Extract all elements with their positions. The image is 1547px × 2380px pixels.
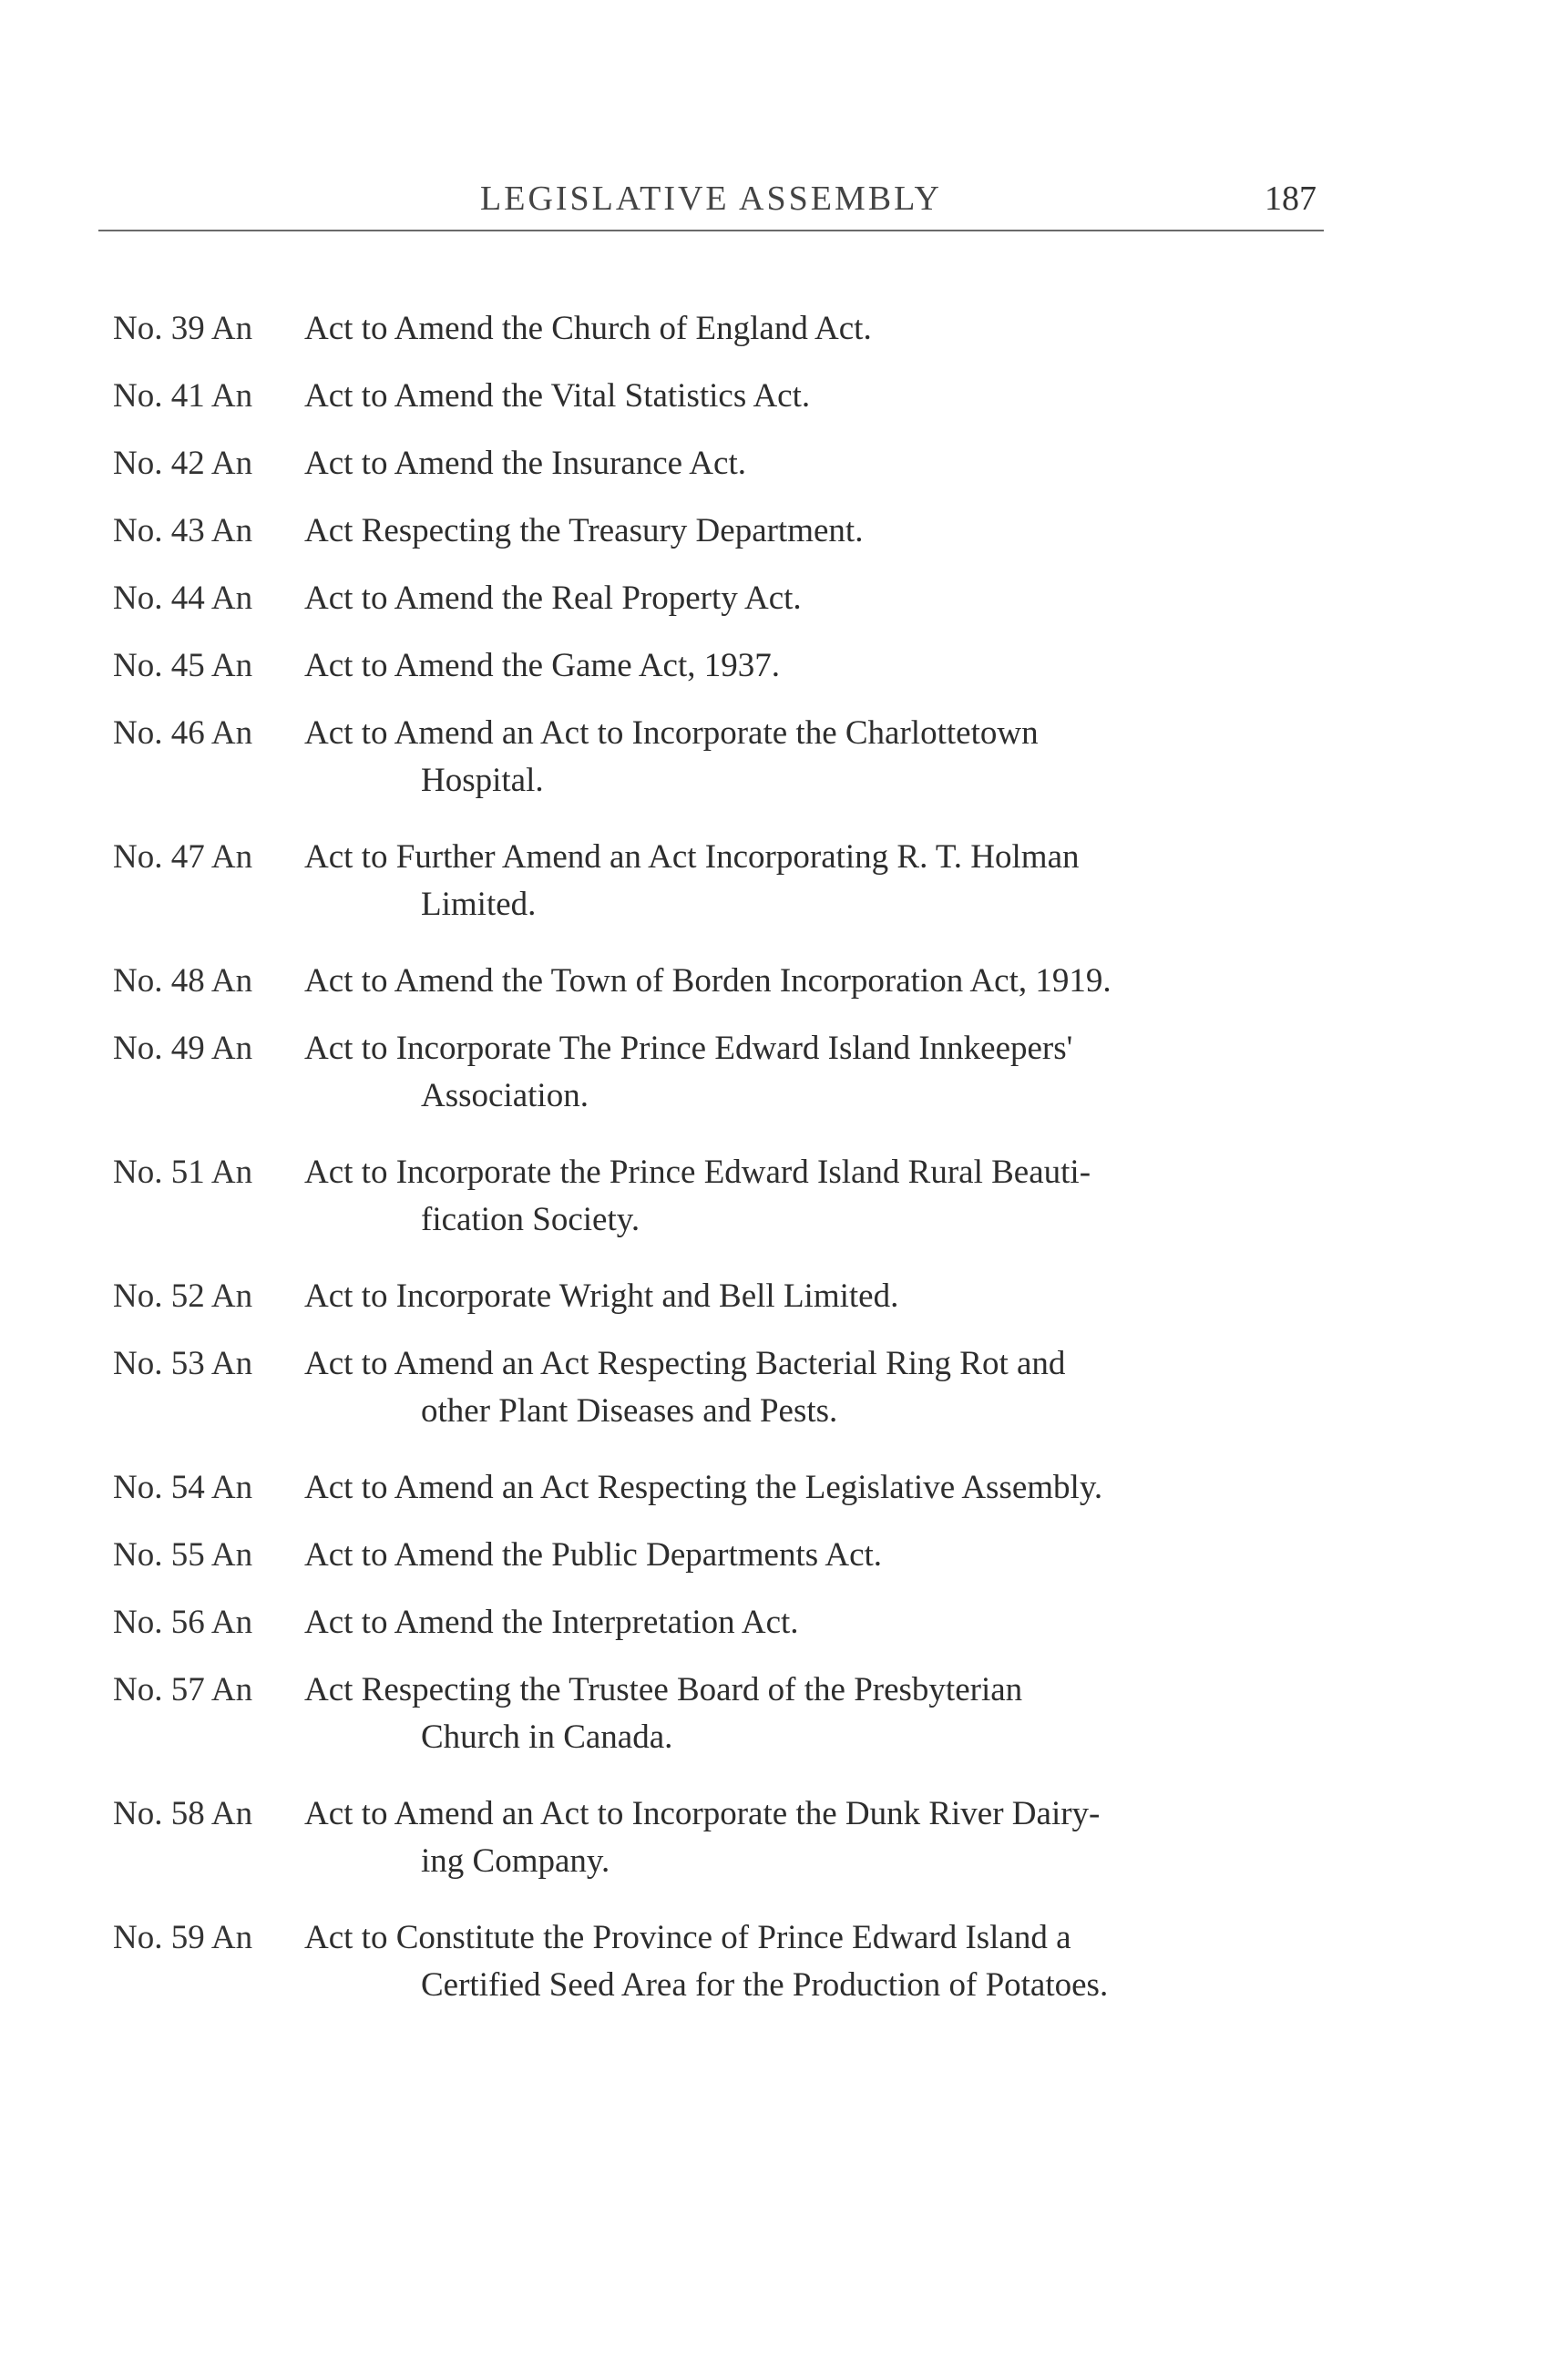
act-title	[304, 1025, 1334, 1120]
act-number: No. 52 An	[113, 1277, 253, 1315]
act-number: No. 44 An	[113, 580, 253, 617]
act-title-line: Act Respecting the Treasury Department.	[304, 512, 864, 549]
act-number: No. 51 An	[113, 1154, 253, 1191]
act-entry	[113, 1273, 1334, 1340]
act-title-line: Act to Amend an Act to Incorporate the Dunk River Dairy-	[304, 1795, 1101, 1832]
act-title	[304, 1599, 1334, 1647]
act-title	[304, 1464, 1334, 1512]
act-number: No. 48 An	[113, 962, 253, 1000]
act-title	[304, 958, 1334, 1005]
act-entry	[113, 958, 1334, 1025]
act-entry	[113, 305, 1334, 373]
act-title-line: Act to Incorporate the Prince Edward Island Rural Beauti-	[304, 1154, 1091, 1191]
act-title	[304, 1532, 1334, 1579]
act-entry	[113, 1667, 1334, 1790]
act-title-line: Act to Incorporate The Prince Edward Island Innkeepers'	[304, 1030, 1073, 1067]
act-title-continuation: ing Company.	[421, 1842, 610, 1880]
act-title	[304, 642, 1334, 690]
act-number: No. 54 An	[113, 1469, 253, 1506]
acts-list	[113, 305, 1334, 2038]
act-title	[304, 305, 1334, 353]
act-title-line: Act to Further Amend an Act Incorporating R. T. Holman	[304, 838, 1080, 876]
act-title-continuation: Association.	[421, 1077, 589, 1114]
act-title-continuation: fication Society.	[421, 1201, 640, 1238]
act-entry	[113, 642, 1334, 710]
act-number: No. 57 An	[113, 1671, 253, 1708]
act-title-line: Act to Amend the Insurance Act.	[304, 445, 746, 482]
act-title-line: Act to Amend the Interpretation Act.	[304, 1604, 799, 1641]
act-title-line: Act to Amend an Act to Incorporate the Charlottetown	[304, 714, 1039, 752]
page-number: 187	[1265, 180, 1316, 218]
act-title	[304, 575, 1334, 622]
act-number: No. 41 An	[113, 377, 253, 415]
act-entry	[113, 440, 1334, 508]
act-title	[304, 1790, 1334, 1885]
act-entry	[113, 373, 1334, 440]
act-number: No. 46 An	[113, 714, 253, 752]
act-title-continuation: Hospital.	[421, 762, 544, 799]
act-number: No. 39 An	[113, 310, 253, 347]
act-title-line: Act to Amend the Public Departments Act.	[304, 1536, 883, 1574]
act-title-line: Act to Constitute the Province of Prince Edward Island a	[304, 1919, 1071, 1956]
act-number: No. 53 An	[113, 1345, 253, 1382]
act-title	[304, 1340, 1334, 1435]
running-title: LEGISLATIVE ASSEMBLY	[480, 180, 942, 218]
act-number: No. 42 An	[113, 445, 253, 482]
act-title	[304, 373, 1334, 420]
act-title-line: Act to Amend the Vital Statistics Act.	[304, 377, 811, 415]
act-number: No. 47 An	[113, 838, 253, 876]
act-entry	[113, 508, 1334, 575]
act-entry	[113, 1149, 1334, 1273]
act-entry	[113, 1914, 1334, 2038]
act-entry	[113, 1025, 1334, 1149]
act-title-line: Act to Amend an Act Respecting the Legislative Assembly.	[304, 1469, 1103, 1506]
act-number: No. 56 An	[113, 1604, 253, 1641]
act-title-line: Act to Amend the Town of Borden Incorporation Act, 1919.	[304, 962, 1112, 1000]
act-title-continuation: Church in Canada.	[421, 1718, 673, 1756]
act-number: No. 58 An	[113, 1795, 253, 1832]
act-title-line: Act to Amend the Game Act, 1937.	[304, 647, 781, 684]
act-number: No. 45 An	[113, 647, 253, 684]
act-title-continuation: other Plant Diseases and Pests.	[421, 1392, 838, 1430]
act-entry	[113, 1790, 1334, 1914]
act-entry	[113, 1464, 1334, 1532]
act-title-line: Act to Incorporate Wright and Bell Limited.	[304, 1277, 899, 1315]
act-entry	[113, 1599, 1334, 1667]
act-title	[304, 1914, 1334, 2009]
act-title	[304, 834, 1334, 928]
running-header	[98, 175, 1324, 231]
act-entry	[113, 1532, 1334, 1599]
act-entry	[113, 710, 1334, 834]
act-number: No. 49 An	[113, 1030, 253, 1067]
act-title-continuation: Certified Seed Area for the Production of Potatoes.	[421, 1966, 1109, 2004]
act-title	[304, 1667, 1334, 1761]
act-entry	[113, 1340, 1334, 1464]
act-title	[304, 440, 1334, 487]
act-number: No. 55 An	[113, 1536, 253, 1574]
act-number: No. 43 An	[113, 512, 253, 549]
act-entry	[113, 834, 1334, 958]
act-title	[304, 1273, 1334, 1320]
act-title	[304, 1149, 1334, 1244]
act-title-line: Act to Amend the Real Property Act.	[304, 580, 802, 617]
act-number: No. 59 An	[113, 1919, 253, 1956]
act-title	[304, 710, 1334, 805]
act-title-line: Act to Amend the Church of England Act.	[304, 310, 872, 347]
act-title-line: Act to Amend an Act Respecting Bacterial Ring Rot and	[304, 1345, 1066, 1382]
act-title-continuation: Limited.	[421, 886, 537, 923]
act-entry	[113, 575, 1334, 642]
act-title-line: Act Respecting the Trustee Board of the Presbyterian	[304, 1671, 1023, 1708]
act-title	[304, 508, 1334, 555]
